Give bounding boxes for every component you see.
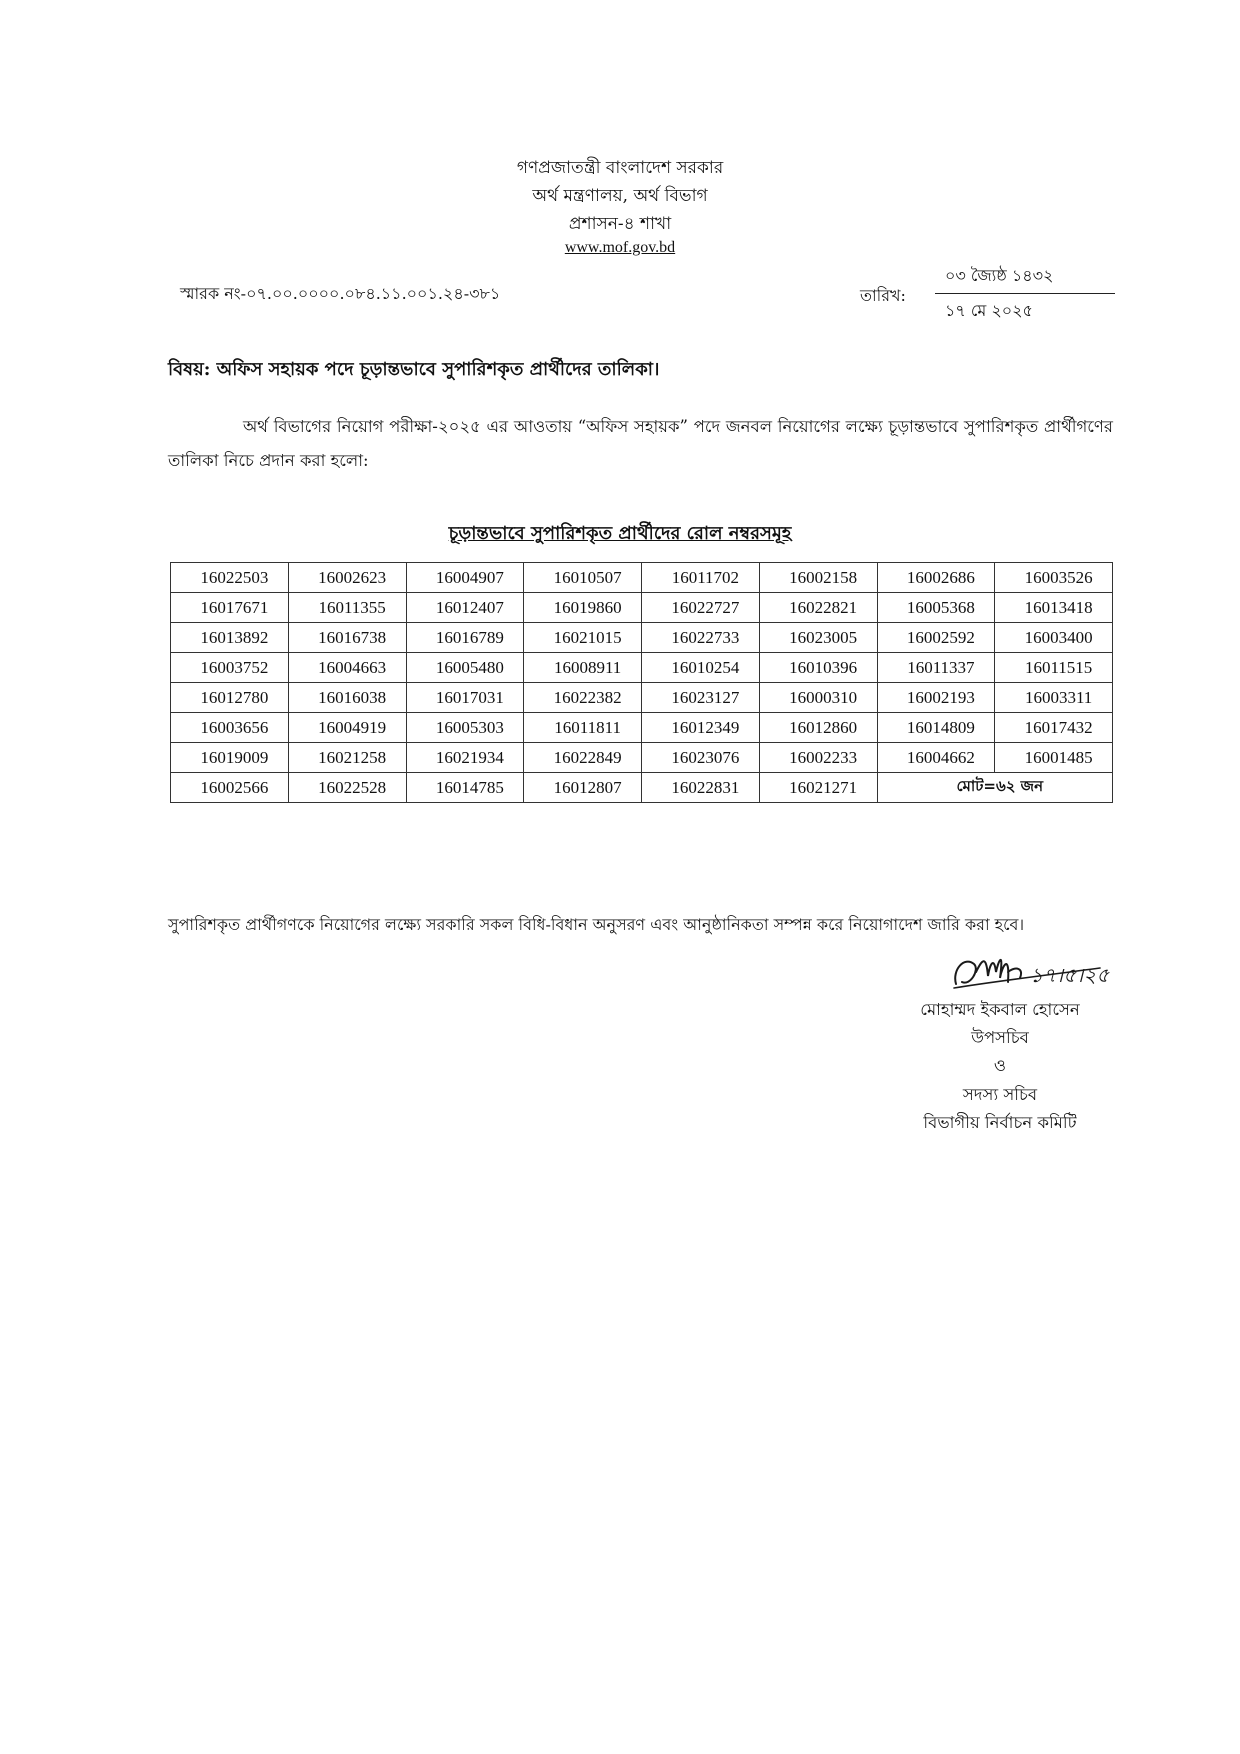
roll-number-cell: 16005368 bbox=[877, 593, 995, 623]
roll-number-cell: 16021258 bbox=[288, 743, 406, 773]
government-name: গণপ্রজাতন্ত্রী বাংলাদেশ সরকার bbox=[516, 158, 724, 178]
signatory-conjunction: ও bbox=[993, 1056, 1007, 1075]
roll-number-cell: 16023005 bbox=[759, 623, 877, 653]
table-row bbox=[171, 623, 1113, 653]
roll-number-cell: 16012807 bbox=[524, 773, 642, 803]
date-divider bbox=[935, 293, 1115, 294]
roll-number-cell: 16003656 bbox=[171, 713, 289, 743]
closing-statement: সুপারিশকৃত প্রার্থীগণকে নিয়োগের লক্ষ্যে সরকারি সকল বিধি-বিধান অনুসরণ এবং আনুষ্ঠানিকতা সম্পন্ন করে নিয়োগাদেশ জারি করা হবে। bbox=[168, 915, 1025, 934]
roll-number-cell: 16023127 bbox=[642, 683, 760, 713]
roll-number-cell: 16005303 bbox=[406, 713, 524, 743]
branch-name: প্রশাসন-৪ শাখা bbox=[568, 214, 672, 234]
table-row bbox=[171, 743, 1113, 773]
date-english: ১৭ মে ২০২৫ bbox=[945, 301, 1033, 320]
roll-number-cell: 16011515 bbox=[995, 653, 1113, 683]
roll-number-cell: 16022849 bbox=[524, 743, 642, 773]
website-link[interactable]: www.mof.gov.bd bbox=[564, 239, 676, 256]
roll-number-cell: 16002233 bbox=[759, 743, 877, 773]
roll-number-cell: 16022733 bbox=[642, 623, 760, 653]
roll-number-cell: 16017432 bbox=[995, 713, 1113, 743]
roll-number-cell: 16014809 bbox=[877, 713, 995, 743]
roll-number-cell: 16002158 bbox=[759, 563, 877, 593]
signatory-designation: উপসচিব bbox=[971, 1028, 1029, 1047]
roll-number-cell: 16022528 bbox=[288, 773, 406, 803]
roll-number-cell: 16012860 bbox=[759, 713, 877, 743]
roll-number-cell: 16004907 bbox=[406, 563, 524, 593]
signatory-role: সদস্য সচিব bbox=[962, 1085, 1038, 1104]
table-row bbox=[171, 713, 1113, 743]
roll-number-cell: 16012407 bbox=[406, 593, 524, 623]
roll-number-cell: 16004662 bbox=[877, 743, 995, 773]
roll-number-cell: 16022382 bbox=[524, 683, 642, 713]
roll-number-cell: 16017031 bbox=[406, 683, 524, 713]
roll-number-cell: 16012349 bbox=[642, 713, 760, 743]
roll-number-cell: 16004919 bbox=[288, 713, 406, 743]
roll-number-cell: 16008911 bbox=[524, 653, 642, 683]
subject-line: বিষয়: অফিস সহায়ক পদে চূড়ান্তভাবে সুপারিশকৃত প্রার্থীদের তালিকা। bbox=[168, 359, 660, 380]
table-row bbox=[171, 563, 1113, 593]
date-bangla: ০৩ জ্যৈষ্ঠ ১৪৩২ bbox=[945, 266, 1054, 285]
roll-number-table bbox=[170, 562, 1113, 803]
signatory-committee: বিভাগীয় নির্বাচন কমিটি bbox=[923, 1113, 1077, 1132]
roll-number-cell: 16022821 bbox=[759, 593, 877, 623]
roll-number-cell: 16005480 bbox=[406, 653, 524, 683]
table-row bbox=[171, 593, 1113, 623]
roll-number-cell: 16016789 bbox=[406, 623, 524, 653]
signature-date: ১৭।৫।২৫ bbox=[1030, 963, 1110, 987]
roll-number-cell: 16003752 bbox=[171, 653, 289, 683]
roll-number-cell: 16003526 bbox=[995, 563, 1113, 593]
memo-number: স্মারক নং-০৭.০০.০০০০.০৮৪.১১.০০১.২৪-৩৮১ bbox=[180, 284, 501, 303]
roll-number-cell: 16002566 bbox=[171, 773, 289, 803]
roll-number-cell: 16017671 bbox=[171, 593, 289, 623]
ministry-name: অর্থ মন্ত্রণালয়, অর্থ বিভাগ bbox=[532, 186, 708, 206]
roll-number-cell: 16022831 bbox=[642, 773, 760, 803]
table-row bbox=[171, 683, 1113, 713]
roll-number-cell: 16021271 bbox=[759, 773, 877, 803]
roll-number-cell: 16013418 bbox=[995, 593, 1113, 623]
roll-number-cell: 16003311 bbox=[995, 683, 1113, 713]
roll-number-cell: 16012780 bbox=[171, 683, 289, 713]
table-row bbox=[171, 653, 1113, 683]
roll-number-cell: 16022727 bbox=[642, 593, 760, 623]
roll-number-cell: 16010396 bbox=[759, 653, 877, 683]
roll-number-cell: 16010254 bbox=[642, 653, 760, 683]
roll-number-cell: 16011355 bbox=[288, 593, 406, 623]
table-title: চূড়ান্তভাবে সুপারিশকৃত প্রার্থীদের রোল নম্বরসমূহ bbox=[448, 523, 792, 544]
roll-number-cell: 16002193 bbox=[877, 683, 995, 713]
roll-number-cell: 16001485 bbox=[995, 743, 1113, 773]
roll-number-cell: 16002592 bbox=[877, 623, 995, 653]
roll-number-cell: 16016738 bbox=[288, 623, 406, 653]
roll-number-cell: 16000310 bbox=[759, 683, 877, 713]
signature-scribble bbox=[950, 942, 1130, 1004]
roll-number-cell: 16016038 bbox=[288, 683, 406, 713]
roll-number-cell: 16022503 bbox=[171, 563, 289, 593]
roll-number-cell: 16019009 bbox=[171, 743, 289, 773]
roll-number-cell: 16003400 bbox=[995, 623, 1113, 653]
roll-number-cell: 16011702 bbox=[642, 563, 760, 593]
roll-number-cell: 16010507 bbox=[524, 563, 642, 593]
roll-number-cell: 16014785 bbox=[406, 773, 524, 803]
roll-number-cell: 16002623 bbox=[288, 563, 406, 593]
roll-number-cell: 16013892 bbox=[171, 623, 289, 653]
body-paragraph: অর্থ বিভাগের নিয়োগ পরীক্ষা-২০২৫ এর আওতায় “অফিস সহায়ক” পদে জনবল নিয়োগের লক্ষ্যে চূড়ান্তভাবে সুপারিশকৃত প্রার্থীগণের তালিকা নিচে প্রদান করা হলো: bbox=[168, 417, 1113, 470]
date-label: তারিখ: bbox=[860, 286, 906, 305]
table-row bbox=[171, 773, 1113, 803]
roll-number-cell: 16002686 bbox=[877, 563, 995, 593]
total-count-cell: মোট=৬২ জন bbox=[877, 773, 1113, 803]
roll-number-cell: 16021015 bbox=[524, 623, 642, 653]
roll-number-cell: 16011811 bbox=[524, 713, 642, 743]
roll-number-cell: 16019860 bbox=[524, 593, 642, 623]
signatory-name: মোহাম্মদ ইকবাল হোসেন bbox=[920, 1000, 1080, 1019]
roll-number-cell: 16023076 bbox=[642, 743, 760, 773]
roll-number-cell: 16021934 bbox=[406, 743, 524, 773]
roll-number-cell: 16011337 bbox=[877, 653, 995, 683]
roll-number-cell: 16004663 bbox=[288, 653, 406, 683]
